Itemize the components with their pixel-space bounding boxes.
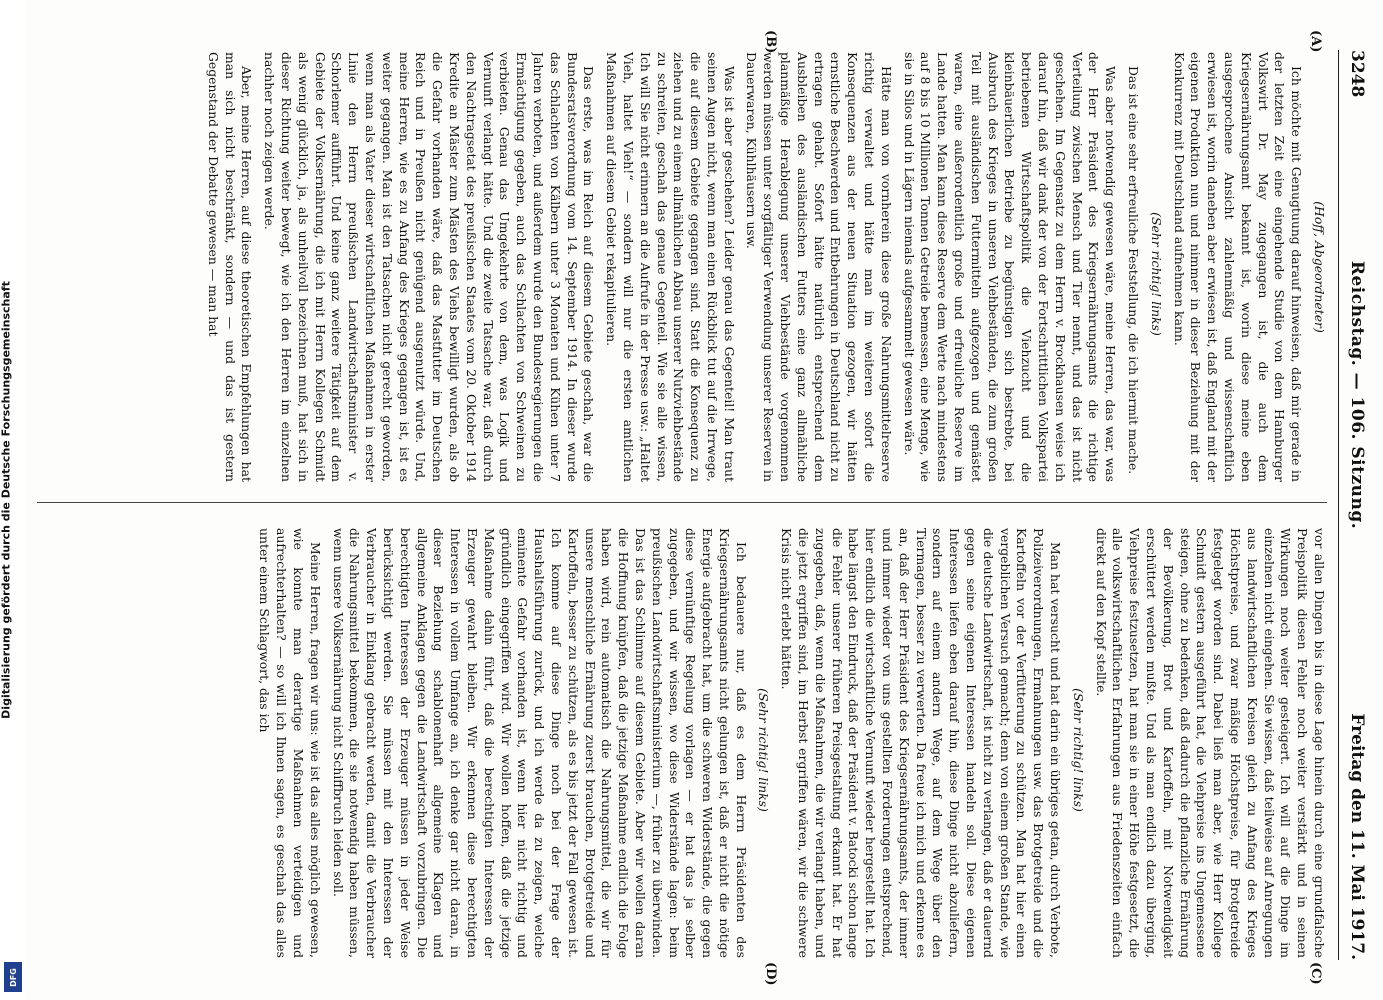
paragraph: Aber, meine Herren, auf diese theoretischen Empfehlungen hat man sich nicht beschränkt, sondern — und das ist gestern Gegenstand der Debatte gewesen — man hat	[205, 52, 255, 482]
running-title: Reichstag. — 106. Sitzung.	[1347, 260, 1367, 530]
funding-credit-text: Digitalisierung gefördert durch die Deutsche Forschungsgemeinschaft	[0, 281, 13, 719]
margin-marker-d: (D)	[763, 962, 778, 986]
paragraph: Ich bedauere nur, daß es dem Herrn Präsidenten des Kriegsernährungsamts nicht gelungen ist, daß er nicht die nötige Energie aufgebracht hat, um die schweren Widerstände, die gegen diese vernünftige Regelung vorlagen — er hat das ja selber zugegeben, und wir wissen, wo diese Widerstände lagen: beim preußischen Landwirtschaftsministerium —, früher zu überwinden. Das ist das Schlimme auf diesem Gebiete. Aber wir wollen daran die Hoffnung knüpfen, daß die jetzige Maßnahme endlich die Folge haben wird, rein automatisch die Nahrungsmittel, die wir für unsere menschliche Ernährung zuerst brauchen, Brotgetreide und Kartoffeln, besser zu schützen, als es bis jetzt der Fall gewesen ist. Ich komme auf diese Dinge noch bei der Frage der Haushaltsführung zurück, und ich werde da zu zeigen, welche eminente Gefahr vorhanden ist, wenn hier nicht richtig und gründlich eingegriffen wird. Wir wollen hoffen, daß die jetzige Maßnahme dahin führt, daß die berechtigten Interessen der Erzeuger gewahrt bleiben. Wir erkennen diese berechtigten Interessen in vollem Umfange an, ich denke gar nicht daran, in dieser Beziehung schablonenhaft allgemeine Klagen und allgemeine Anklagen gegen die Landwirtschaft vorzubringen. Die berechtigten Interessen der Erzeuger müssen in jeder Weise berücksichtigt werden. Sie müssen mit den Interessen der Verbraucher in Einklang gebracht werden, damit die Verbraucher die Nahrungsmittel bekommen, die sie notwendig haben müssen, wenn unsere Volksernährung nicht Schiffbruch leiden soll.	[330, 528, 749, 958]
paragraph: Was aber notwendig gewesen wäre, meine Herren, das war, was der Herr Präsident des Kriegsernährungsamts die richtige Verteilung zwischen Mensch und Tier nennt, und das ist nicht geschehen. Im Gegensatz zu dem Herrn v. Brockhausen weise ich darauf hin, daß wir dank der von der Fortschrittlichen Volkspartei betriebenen Wirtschaftspolitik die Viehzucht und die kleinbäuerlichen Betriebe zu begünstigen sich bestrebte, bei Ausbruch des Krieges in unseren Viehbeständen, die zum großen Teil mit ausländischen Futtermitteln aufgezogen und gemästet waren, eine außerordentlich große und erfreuliche Reserve im Lande hatten. Man kann diese Reserve dem Werte nach mindestens auf 8 bis 10 Millionen Tonnen Getreide bemessen, eine Menge, wie sie in Silos und in Lägern niemals aufgesammelt gewesen wäre.	[901, 52, 1119, 482]
page-number: 3248	[1347, 50, 1367, 98]
paragraph: Hätte man von vornherein diese große Nahrungsmittelreserve richtig verwaltet und hätte man im weiteren sofort die Konsequenzen aus der neuen Situation gezogen, wir hätten ernstliche Beschwerden und Entbehrungen in Deutschland nicht zu ertragen gehabt. Sofort hätte natürlich entsprechend dem Ausbleiben des ausländischen Futters eine ganz allmähliche planmäßige Herablegung unserer Viehbestände vorgenommen werden müssen unter sorgfältiger Verwendung unserer Reserven in Dauerwaren, Kühlhäusern usw.	[744, 52, 894, 482]
page-header	[1338, 50, 1375, 960]
interjection: (Sehr richtig! links)	[756, 688, 772, 812]
left-column	[37, 52, 1327, 482]
paragraph: Ich möchte mit Genugtuung darauf hinweisen, daß mir gerade in der letzten Zeit eine eingehende Studie von dem Hamburger Volkswirt Dr. May zugegangen ist, die auch dem Kriegsernährungsamt bekannt ist, worin diese meine eben ausgesprochene Ansicht zahlenmäßig und wissenschaftlich erwiesen ist, worin daneben aber erwiesen ist, daß England mit der eigenen Produktion nun und nimmer in dieser Beziehung mit der Konkurrenz mit Deutschland aufnehmen kann.	[1171, 52, 1305, 482]
paragraph: Was ist aber geschehen? Leider genau das Gegenteil! Man traut seinen Augen nicht, wenn man einen Rückblick tut auf die Irrwege, die auf diesem Gebiete gegangen sind. Statt die Konsequenz zu ziehen und zu einem allmählichen Abbau unserer Nutzviehbestände zu schreiten, geschah das genaue Gegenteil. Wie sie alle wissen, Ich will Sie nicht erinnern an die Aufrufe in der Presse usw.: „Haltet Vieh, haltet Vieh!“ — sondern will nur die ersten amtlichen Maßnahmen auf diesem Gebiet rekapitulieren.	[604, 52, 737, 482]
margin-marker-b: (B)	[763, 30, 778, 54]
paragraph: Das erste, was im Reich auf diesem Gebiete geschah, war die Bundesratsverordnung vom 14. September 1914. In dieser wurde das Schlachten von Kälbern unter 3 Monaten und Kühen unter 7 Jahren verboten, und außerdem wurde den Bundesregierungen die Ermächtigung gegeben, auch das Schlachten von Schweinen zu verbieten. Genau das Umgekehrte von dem, was Logik und Vernunft verlangt hätte. Und die zweite Tatsache war, daß durch den Nachtragsetat des preußischen Staates vom 20. Oktober 1914 Kredite an Mäster zum Mästen des Viehs bewilligt wurden, als ob die Gefahr vorhanden wäre, daß das Mastfutter im Deutschen Reich und in Preußen nicht genügend ausgenutzt würde. Und, meine Herren, wie es zu Anfang des Krieges gegangen ist, ist es weiter gegangen. Man ist den Tatsachen nicht gerecht geworden, wenn man als Vater dieser wirtschaftlichen Maßnahmen in erster Linie den Herrn preußischen Landwirtschaftsminister v. Schorlemer aufführt. Und keine ganz weitere Tätigkeit auf dem Gebiete der Volksernährung, die ich mit Herrn Kollegen Schmidt als wenig glücklich, ja, als unheilvoll bezeichnen muß, hat sich in dieser Richtung weiter bewegt, wie ich den Herren im einzelnen nachher noch zeigen werde.	[262, 52, 597, 482]
column-divider	[37, 502, 1327, 503]
paragraph: vor allen Dingen bis in diese Lage hinein durch eine grundfalsche Preispolitik diesen Fehler noch weiter verstärkt und in seinen Wirkungen noch weiter gesteigert. Ich will auf die Dinge im einzelnen nicht eingehen. Sie wissen, daß teilweise auf Anregungen aus landwirtschaftlichen Kreisen gleich zu Anfang des Krieges Höchstpreise, und zwar mäßige Höchstpreise, für Brotgetreide festgelegt worden sind. Dabei ließ man aber, wie Herr Kollege Schmidt gestern ausgeführt hat, die Viehpreise ins Ungemessene steigen, ohne zu bedenken, daß dadurch die pflanzliche Ernährung der Bevölkerung, Brot und Kartoffeln, mit Notwendigkeit erschüttert werden mußte. Und als man endlich dazu überging, Viehpreise festzusetzen, hat man sie in einer Höhe festgesetzt, die alle volkswirtschaftlichen Erfahrungen aus Friedenszeiten einfach direkt auf den Kopf stellte.	[1093, 528, 1327, 958]
speaker-line: (Hoff, Abgeordneter)	[1312, 201, 1327, 333]
right-column	[37, 528, 1327, 958]
paragraph: Das ist eine sehr erfreuliche Feststellung, die ich hiermit mache.	[1126, 66, 1142, 475]
margin-marker-a: (A)	[1308, 30, 1323, 53]
interjection: (Sehr richtig! links)	[1070, 688, 1086, 812]
interjection: (Sehr richtig! links)	[1148, 212, 1164, 336]
margin-marker-c: (C)	[1308, 962, 1323, 985]
credit-sidebar	[0, 0, 26, 1000]
dfg-logo	[4, 962, 22, 992]
paragraph: Meine Herren, fragen wir uns: wie ist das alles möglich gewesen, wie konnte man derartige Maßnahmen verteidigen und aufrechterhalten? — so will ich Ihnen sagen, es geschah das alles unter einem Schlagwort, das ich	[257, 528, 323, 958]
session-date: Freitag den 11. Mai 1917.	[1347, 713, 1367, 960]
dfg-logo-text: DFG	[8, 967, 18, 987]
paragraph: Man hat versucht und hat darin ein übriges getan, durch Verbote, Polizeiverordnungen, Ermahnungen usw. das Brotgetreide und die Kartoffeln vor der Verfütterung zu schützen. Man hat hier einen vergeblichen Versuch gemacht; denn von einem großen Stande, wie die deutsche Landwirtschaft, ist nicht zu verlangen, daß er dauernd gegen seine eigenen Interessen handeln soll. Diese eigenen Interessen liefen eben darauf hin, diese Dinge nicht abzuliefern, sondern auf einem andern Wege, auf dem Wege über den Tiermagen, besser zu verwerten. Da freue ich mich und erkenne es an, daß der Herr Präsident des Kriegsernährungsamts, der immer und immer wieder von uns gestellten Forderungen entsprechend, hier endlich die wirtschaftliche Vernunft wieder hergestellt hat. Ich habe längst den Eindruck, daß der Präsident v. Batocki schon lange die Fehler unserer früheren Preisgestaltung erkannt hat. Er hat zugegeben, daß, wenn die Maßnahmen, die wir verlangt haben, und die jetzt ergriffen sind, im Herbst ergriffen wären, wir die schwere Krisis nicht erlebt hätten.	[779, 528, 1064, 958]
